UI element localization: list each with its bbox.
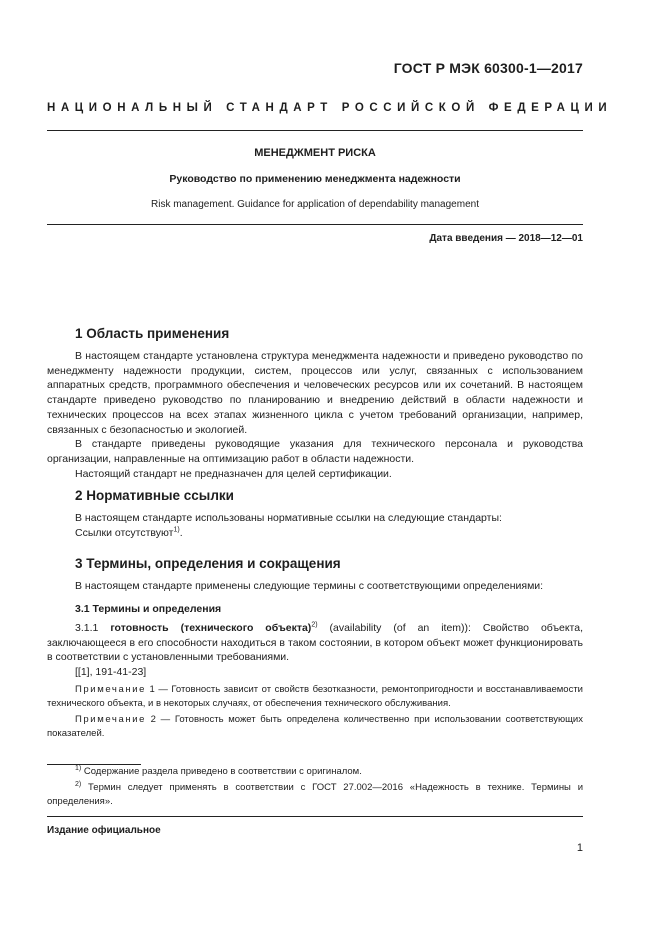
header-rule <box>47 130 583 131</box>
page-number: 1 <box>576 842 583 854</box>
footnote-mark: 1) <box>173 526 180 534</box>
title-rule <box>47 224 583 225</box>
term-name: готовность (технического объекта) <box>110 622 312 634</box>
section-2-paragraph: В настоящем стандарте использованы нормативные ссылки на следующие стандарты: <box>75 512 502 524</box>
section-1-paragraph: Настоящий стандарт не предназначен для целей сертификации. <box>75 467 392 480</box>
term-definition-text: Свойство объекта, заключающееся в его способности находиться в таком состоянии, в котором объект может функционировать в соответствии с установленными требованиями. <box>47 622 584 664</box>
footnote-2 <box>47 781 583 809</box>
note-2 <box>47 713 583 741</box>
note-text: 1 — Готовность зависит от свойств безотказности, ремонтопригодности и восстанавливаемости технического объекта, и в некоторых случаях, от обеспечения технического обслуживания. <box>47 684 583 709</box>
no-refs-text: Ссылки отсутствуют <box>75 526 174 539</box>
section-3-heading: 3 Термины, определения и сокращения <box>75 556 341 571</box>
section-3-paragraph: В настоящем стандарте применены следующие термины с соответствующими определениями: <box>75 580 544 592</box>
footnotes <box>47 765 583 809</box>
term-number: 3.1.1 <box>75 622 111 634</box>
section-1-body <box>47 349 583 481</box>
footnote-text: Содержание раздела приведено в соответствии с оригиналом. <box>81 766 362 777</box>
note-label: Примечание <box>75 714 146 725</box>
standard-title: НАЦИОНАЛЬНЫЙ СТАНДАРТ РОССИЙСКОЙ ФЕДЕРАЦИИ <box>47 102 613 114</box>
doc-english-title: Risk management. Guidance for application of dependability management <box>151 199 479 210</box>
footnote-1 <box>47 765 583 779</box>
footnote-text: Термин следует применять в соответствии с ГОСТ 27.002—2016 «Надежность в технике. Термины и определения». <box>47 782 583 807</box>
term-english: (availability (of an item)): <box>317 622 483 634</box>
section-1-heading: 1 Область применения <box>75 326 230 341</box>
term-definition <box>47 621 583 680</box>
section-3-intro <box>47 579 583 594</box>
section-2-heading: 2 Нормативные ссылки <box>75 488 234 503</box>
doc-main-title: МЕНЕДЖМЕНТ РИСКА <box>254 147 376 159</box>
note-1 <box>47 683 583 711</box>
note-text: 2 — Готовность может быть определена количественно при использовании соответствующих показателей. <box>47 714 583 739</box>
footnote-mark: 1) <box>75 764 82 772</box>
footer-rule <box>47 816 583 817</box>
term-reference: [[1], 191-41-23] <box>75 666 147 679</box>
footnote-mark: 2) <box>75 780 82 788</box>
subsection-3-1-heading: 3.1 Термины и определения <box>75 603 222 615</box>
doc-subtitle: Руководство по применению менеджмента надежности <box>169 173 461 185</box>
term-paragraph <box>47 621 583 665</box>
footnote-mark: 2) <box>311 621 318 629</box>
section-2-paragraph: Ссылки отсутствуют$^{1)}$. <box>75 526 183 539</box>
edition-label: Издание официальное <box>47 825 161 836</box>
intro-date: Дата введения — 2018—12—01 <box>429 233 583 244</box>
section-1-paragraph: В настоящем стандарте установлена структура менеджмента надежности и приведено руководство по менеджменту надежности продукции, систем, процессов или услуг, связанных с использованием аппаратных средств, программного обеспечения и человеческих ресурсов или их сочетаний. В настоящем стандарте приведено руководство по планированию и внедрению действий в области надежности и технических процессов на всех этапах жизненного цикла с учетом требований организации, например, связанных с безопасностью и экологией. <box>47 350 583 436</box>
note-label: Примечание <box>75 684 146 695</box>
document-code: ГОСТ Р МЭК 60300-1—2017 <box>393 60 583 76</box>
section-1-paragraph: В стандарте приведены руководящие указания для технического персонала и руководства организации, направленные на оптимизацию работ в области надежности. <box>47 438 583 465</box>
section-2-body <box>47 511 583 540</box>
